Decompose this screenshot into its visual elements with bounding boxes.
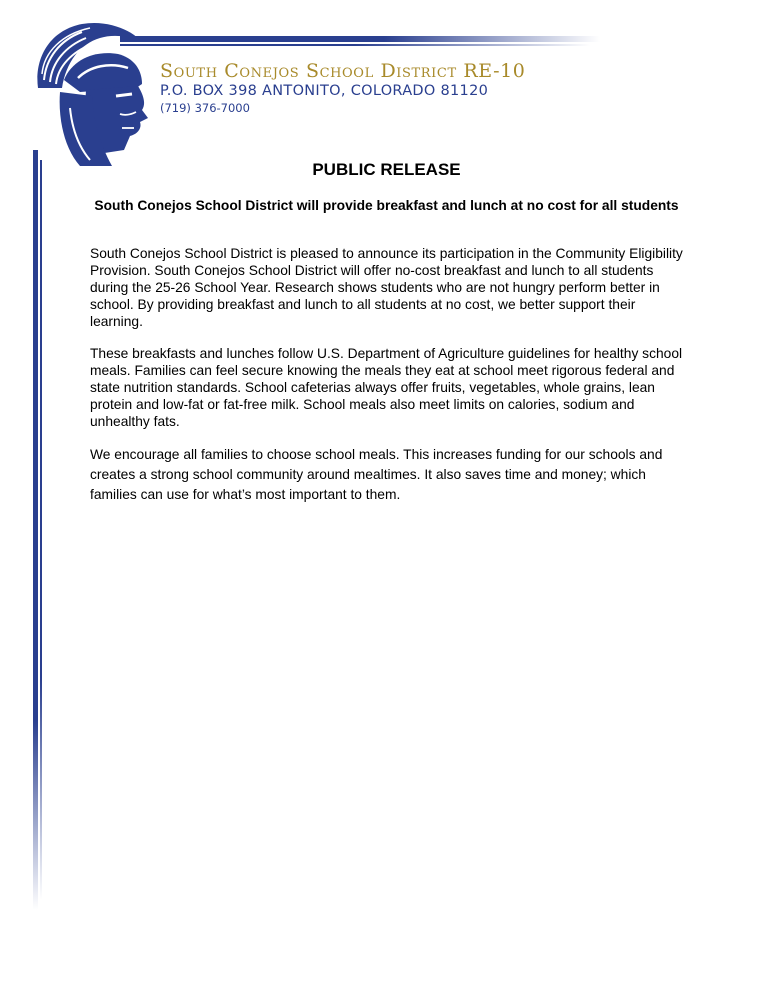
district-address: P.O. BOX 398 ANTONITO, COLORADO 81120: [160, 83, 489, 99]
district-name: South Conejos School District RE-10: [160, 60, 526, 82]
release-subtitle: South Conejos School District will provide breakfast and lunch at no cost for all students: [94, 198, 679, 213]
top-border-rule: [120, 36, 600, 42]
body-paragraph: We encourage all families to choose school meals. This increases funding for our schools and creates a strong school community around mealtimes. It also saves time and money; which families can use for what’s most important to them.: [90, 447, 663, 502]
spartan-helmet-icon: [20, 18, 170, 168]
left-border-rule: [33, 150, 38, 910]
release-body: [90, 245, 690, 520]
body-paragraph: These breakfasts and lunches follow U.S. Department of Agriculture guidelines for healthy school meals. Families can feel secure knowing the meals they eat at school meet rigorous federal and state nutrition standards. School cafeterias always offer fruits, vegetables, whole grains, lean protein and low-fat or fat-free milk. School meals also meet limits on calories, sodium and unhealthy fats.: [90, 346, 683, 429]
body-paragraph: South Conejos School District is pleased to announce its participation in the Community Eligibility Provision. South Conejos School District will offer no-cost breakfast and lunch to all students during the 25-26 School Year. Research shows students who are not hungry perform better in school. By providing breakfast and lunch to all students at no cost, we better support their learning.: [90, 246, 683, 329]
district-phone: (719) 376-7000: [160, 101, 250, 115]
left-border-rule-thin: [40, 160, 42, 900]
top-border-rule-thin: [120, 44, 590, 46]
page-title: PUBLIC RELEASE: [312, 160, 461, 179]
letterhead: [0, 0, 773, 230]
